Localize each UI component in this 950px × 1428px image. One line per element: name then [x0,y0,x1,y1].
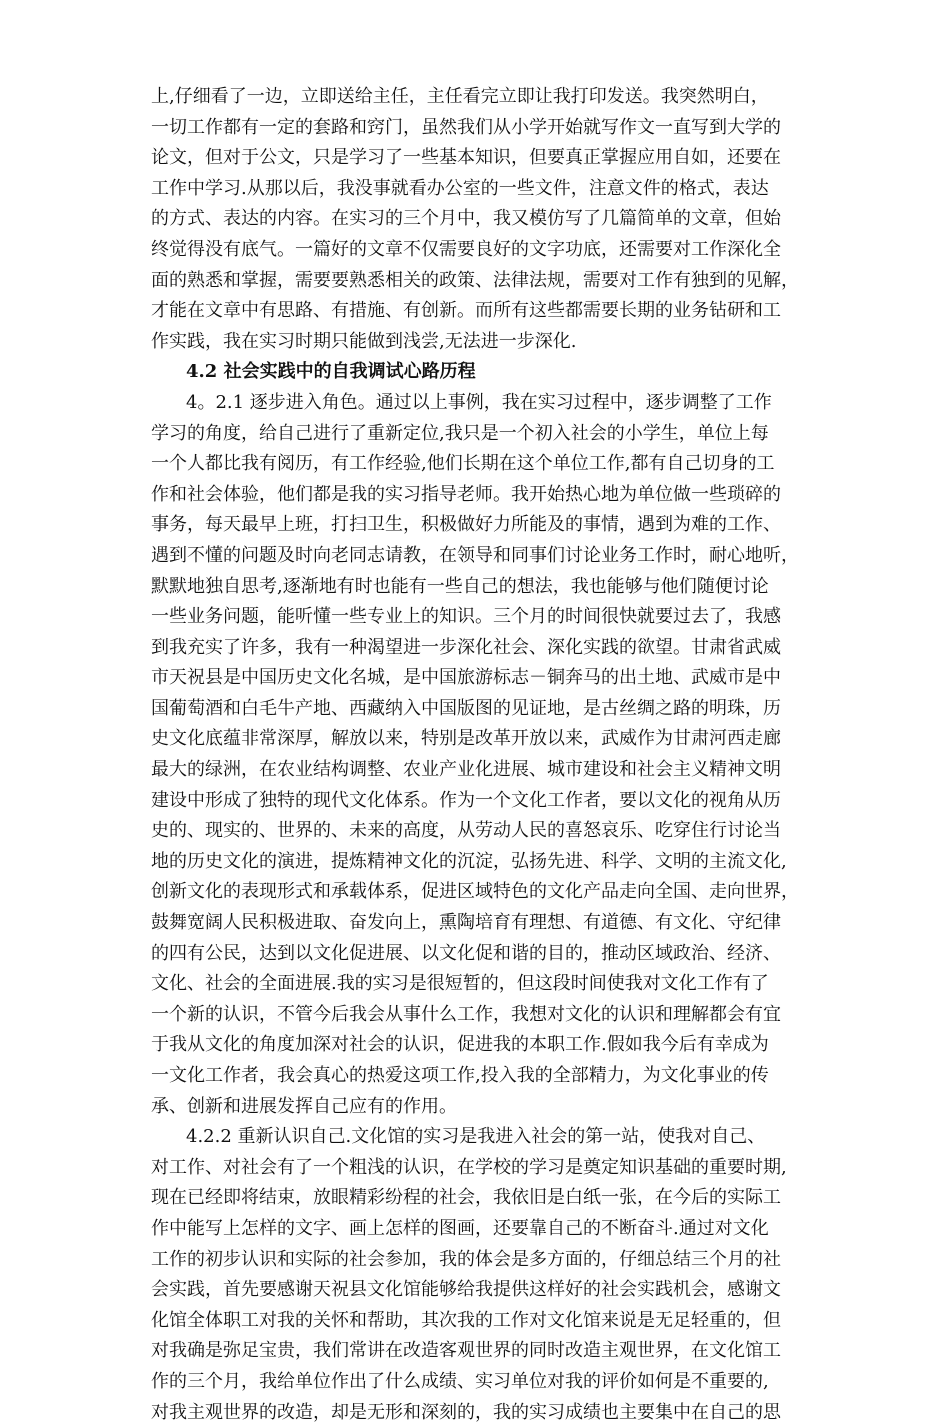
text-line: 一文化工作者，我会真心的热爱这项工作,投入我的全部精力，为文化事业的传 [151,1065,769,1086]
text-line: 到我充实了许多，我有一种渴望进一步深化社会、深化实践的欲望。甘肃省武威 [151,636,781,658]
text-line: 建设中形成了独特的现代文化体系。作为一个文化工作者，要以文化的视角从历 [151,789,781,811]
text-line: 才能在文章中有思路、有措施、有创新。而所有这些都需要长期的业务钻研和工 [151,300,781,322]
text-line: 事务，每天最早上班，打扫卫生，积极做好力所能及的事情，遇到为难的工作、 [151,514,781,536]
text-line: 史文化底蕴非常深厚，解放以来，特别是改革开放以来，武威作为甘肃河西走廊 [151,728,781,750]
text-line: 地的历史文化的演进，提炼精神文化的沉淀，弘扬先进、科学、文明的主流文化, [151,850,787,872]
text-line: 文化、社会的全面进展.我的实习是很短暂的，但这段时间使我对文化工作有了 [151,973,769,995]
text-line: 论文，但对于公文，只是学习了一些基本知识，但要真正掌握应用自如，还要在 [151,147,781,169]
text-line: 会实践，首先要感谢天祝县文化馆能够给我提供这样好的社会实践机会，感谢文 [151,1279,781,1301]
text-line: 最大的绿洲，在农业结构调整、农业产业化进展、城市建设和社会主义精神文明 [151,759,781,781]
text-line: 现在已经即将结束，放眼精彩纷程的社会，我依旧是白纸一张，在今后的实际工 [151,1187,781,1209]
text-line: 面的熟悉和掌握，需要要熟悉相关的政策、法律法规，需要对工作有独到的见解， [151,269,799,291]
text-line: 一些业务问题，能听懂一些专业上的知识。三个月的时间很快就要过去了，我感 [151,606,781,628]
text-line: 鼓舞宽阔人民积极进取、奋发向上，熏陶培育有理想、有道德、有文化、守纪律 [151,912,781,934]
text-line: 创新文化的表现形式和承载体系，促进区域特色的文化产品走向全国、走向世界， [151,881,799,903]
text-line: 于我从文化的角度加深对社会的认识，促进我的本职工作.假如我今后有幸成为 [151,1034,769,1056]
text-line: 工作中学习.从那以后，我没事就看办公室的一些文件，注意文件的格式，表达 [151,177,769,199]
text-line: 承、创新和进展发挥自己应有的作用。 [151,1095,457,1117]
text-line: 上,仔细看了一边，立即送给主任，主任看完立即让我打印发送。我突然明白， [151,86,769,107]
text-line: 史的、现实的、世界的、未来的高度，从劳动人民的喜怒哀乐、吃穿住行讨论当 [151,820,781,842]
text-line: 作和社会体验，他们都是我的实习指导老师。我开始热心地为单位做一些琐碎的 [151,483,781,505]
text-line: 学习的角度，给自己进行了重新定位,我只是一个初入社会的小学生，单位上每 [151,422,769,444]
text-line: 的方式、表达的内容。在实习的三个月中，我又模仿写了几篇简单的文章，但始 [151,208,781,230]
text-line: 作中能写上怎样的文字、画上怎样的图画，还要靠自己的不断奋斗.通过对文化 [151,1217,769,1239]
text-line: 市天祝县是中国历史文化名城，是中国旅游标志－铜奔马的出土地、武威市是中 [151,667,781,689]
text-line: 作实践，我在实习时期只能做到浅尝,无法进一步深化. [151,330,577,352]
text-line: 作的三个月，我给单位作出了什么成绩、实习单位对我的评价如何是不重要的, [151,1370,769,1392]
text-line: 工作的初步认识和实际的社会参加，我的体会是多方面的，仔细总结三个月的社 [151,1248,781,1270]
text-line: 的四有公民，达到以文化促进展、以文化促和谐的目的，推动区域政治、经济、 [151,942,781,964]
text-line: 对我确是弥足宝贵，我们常讲在改造客观世界的同时改造主观世界，在文化馆工 [151,1340,781,1362]
text-line: 对工作、对社会有了一个粗浅的认识，在学校的学习是奠定知识基础的重要时期, [151,1156,787,1178]
text-line: 终觉得没有底气。一篇好的文章不仅需要良好的文字功底，还需要对工作深化全 [151,238,781,260]
text-line: 对我主观世界的改造，却是无形和深刻的，我的实习成绩也主要集中在自己的思 [151,1401,781,1423]
text-line: 国葡萄酒和白毛牛产地、西藏纳入中国版图的见证地，是古丝绸之路的明珠，历 [151,697,781,719]
text-line: 默默地独自思考,逐渐地有时也能有一些自己的想法，我也能够与他们随便讨论 [151,575,769,597]
text-line: 化馆全体职工对我的关怀和帮助，其次我的工作对文化馆来说是无足轻重的，但 [151,1309,781,1331]
text-line: 遇到不懂的问题及时向老同志请教，在领导和同事们讨论业务工作时，耐心地听， [151,544,799,566]
text-line: 一个人都比我有阅历，有工作经验,他们长期在这个单位工作,都有自己切身的工 [151,453,775,475]
subsection-first-line: 4。2.1 逐步进入角色。通过以上事例，我在实习过程中，逐步调整了工作 [186,391,772,413]
text-line: 一个新的认识，不管今后我会从事什么工作，我想对文化的认识和理解都会有宜 [151,1003,781,1025]
subsection-first-line: 4.2.2 重新认识自己.文化馆的实习是我进入社会的第一站，使我对自己、 [186,1126,766,1148]
document-body [151,82,831,1428]
document-page [151,82,831,1428]
text-line: 一切工作都有一定的套路和窍门，虽然我们从小学开始就写作文一直写到大学的 [151,116,781,138]
section-heading: 4.2 社会实践中的自我调试心路历程 [186,361,476,383]
